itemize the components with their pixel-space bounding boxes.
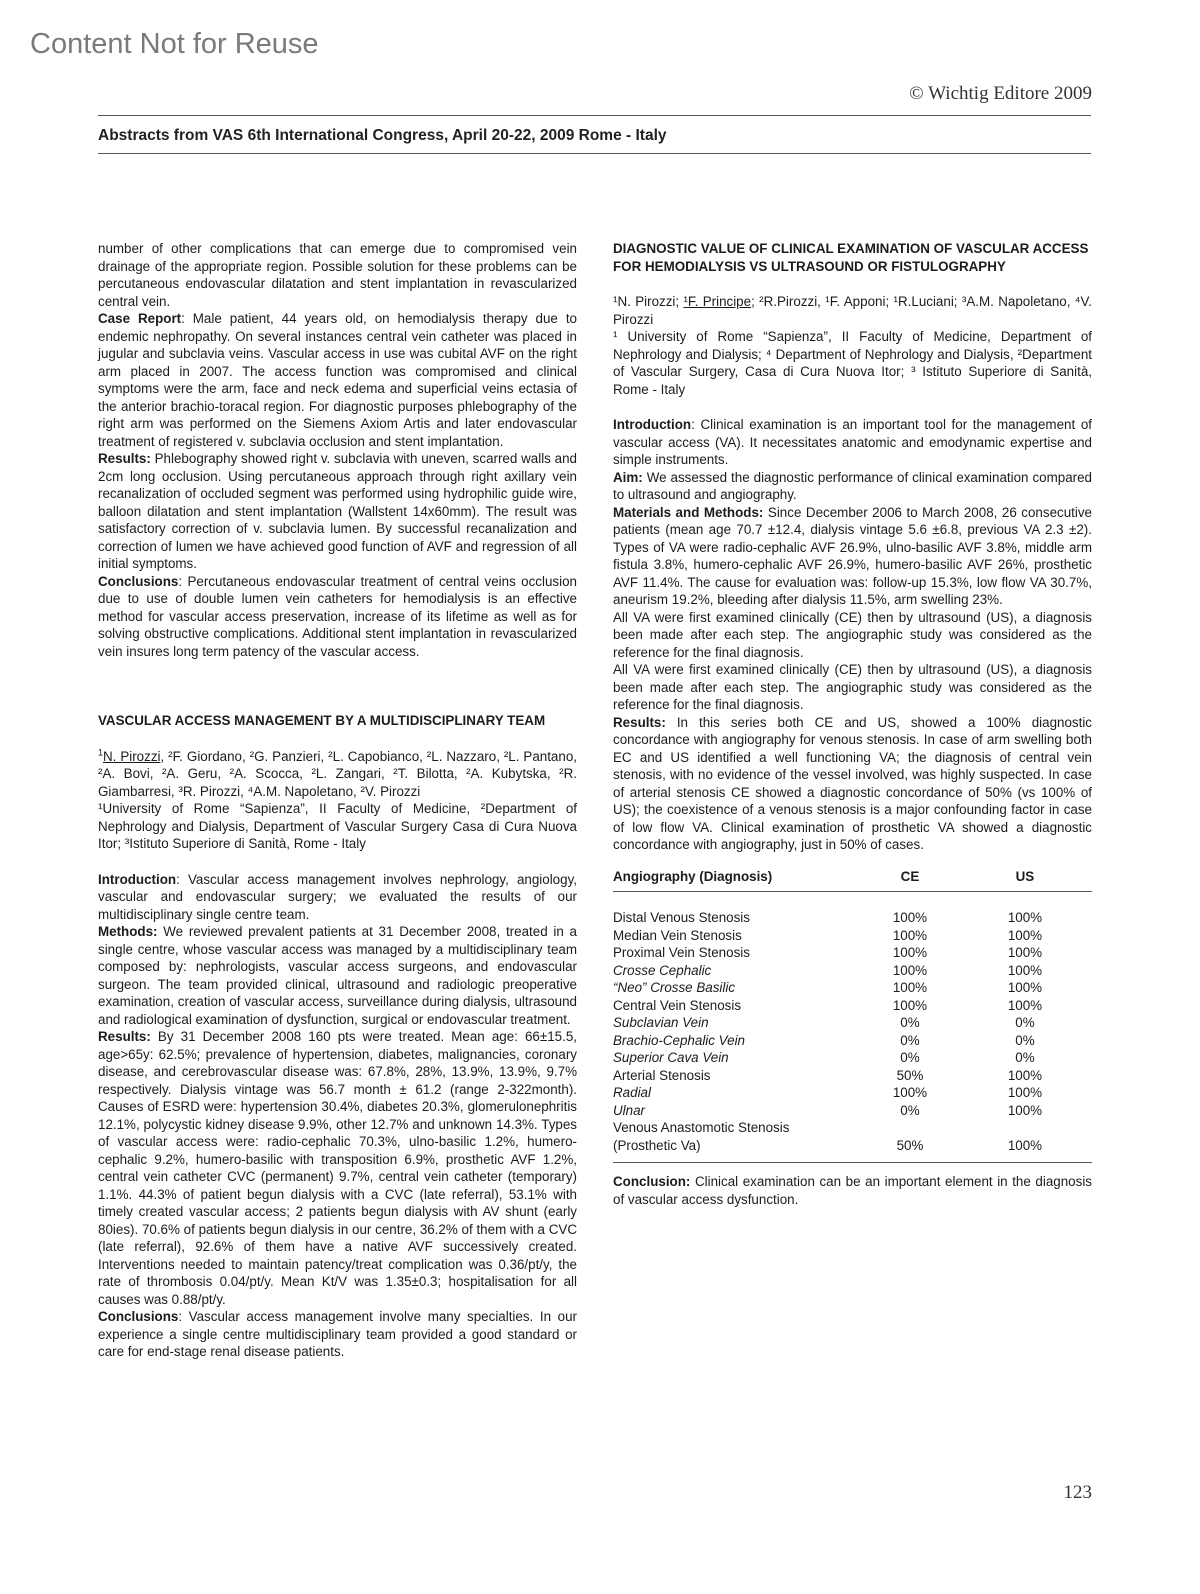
table-row [613,1067,1092,1085]
abstract2-authors: $^1$N. Pirozzi, ²F. Giordano, ²G. Panzieri, ²L. Capobianco, ²L. Nazzaro, ²L. Pantano, ²A. Bovi, ²A. Geru, ²A. Scocca, ²L. Zangari, ²T. Bilotta, ²A. Kubytska, ²R. Giambarresi, ³R. Pirozzi, ⁴A.M. Napoletano, ²V. Pirozzi [98,747,577,799]
header-top-rule [98,115,1091,116]
row-us: 0% [1015,1032,1035,1048]
abstract3-results [613,714,1092,854]
copyright: © Wichtig Editore 2009 [909,83,1092,104]
aim-label: Aim: [613,469,643,485]
abstract3-all-va-1: All VA were first examined clinically (CE) then by ultrasound (US), a diagnosis been made after each step. The angiographic study was considered as the reference for the final diagnosis. [613,609,1092,660]
continuation-text: number of other complications that can emerge due to compromised vein drainage of the appropriate region. Possible solution for these problems can be percutaneous endovascular dilatation and stent implantation in revascularized central vein. [98,241,577,309]
row-label: Proximal Vein Stenosis [613,945,750,960]
table-row [613,997,1092,1015]
row-us: 100% [1007,945,1043,960]
abstract2-title: VASCULAR ACCESS MANAGEMENT BY A MULTIDISCIPLINARY TEAM [98,713,546,728]
table-row [613,1102,1092,1120]
header-diagnosis: Angiography (Diagnosis) [613,862,862,892]
row-label: Central Vein Stenosis [613,997,742,1013]
row-ce: 0% [900,1015,920,1030]
header-bottom-rule [98,153,1091,154]
table-row [613,1084,1092,1102]
header-us: US [958,862,1092,892]
conclusions-label: Conclusions [98,573,179,589]
row-label: Radial [613,1085,651,1100]
row-ce: 0% [900,1032,920,1048]
left-column [98,240,577,1361]
table-row [613,962,1092,980]
row-label: “Neo” Crosse Basilic [613,980,736,995]
abstract2-intro [98,871,577,924]
row-ce: 100% [892,962,928,978]
row-us: 100% [1007,980,1043,995]
table-row [613,927,1092,945]
methods-text: We reviewed prevalent patients at 31 December 2008, treated in a single centre, whose vascular access was managed by a multidisciplinary team composed by: nephrologists, vascular access surgeons, and endovascular surgeon. The team provided clinical, ultrasound and radiologic preoperative examination, creation of vascular access, surveillance during dialysis, ultrasound and radiological examination of dysfunction, surgical or endovascular treatment. [98,924,577,1027]
abstract2-results [98,1028,577,1308]
authors-rest: , ²F. Giordano, ²G. Panzieri, ²L. Capobianco, ²L. Nazzaro, ²L. Pantano, ²A. Bovi, ²A. Geru, ²A. Scocca, ²L. Zangari, ²T. Bilotta, ²A. Kubytska, ²R. Giambarresi, ³R. Pirozzi, ⁴A.M. Napoletano, ²V. Pirozzi [98,748,577,799]
row-ce: 50% [896,1067,924,1083]
row-ce: 50% [862,1137,958,1163]
abstract3-intro [613,416,1092,469]
abstract3-aim [613,469,1092,504]
table-row [613,1119,1092,1137]
results-paragraph [98,450,577,573]
methods-label: Methods: [98,924,158,939]
methods-label: Materials and Methods: [613,504,764,520]
row-label: Distal Venous Stenosis [613,910,750,925]
row-us: 100% [958,1137,1092,1163]
row-label: Ulnar [613,1102,645,1118]
row-ce: 100% [892,980,928,995]
row-label: Subclavian Vein [613,1015,709,1030]
presenting-author: N. Pirozzi [103,748,161,764]
abstract3-methods [613,504,1092,609]
results-label: Results: [98,1029,151,1044]
authors-b: ; ²R.Pirozzi, ¹F. Apponi; ¹R.Luciani; ³A.M. Napoletano, ⁴V. Pirozzi [613,294,1092,327]
table-row [613,944,1092,962]
results-text: In this series both CE and US, showed a 100% diagnostic concordance with angiography for venous stenosis. In case of arm swelling both EC and US identified a well functioning VA; the diagnosis of central vein stenosis, with no evidence of the vessel involved, was highly suspected. In case of arterial stenosis CE showed a diagnostic concordance of 50% (vs 100% of US); the coexistence of a venous stenosis is a major confounding factor in case of low flow VA. Clinical examination of prosthetic VA showed a diagnostic concordance with angiography, just in 50% of cases. [613,714,1092,852]
abstract2-affiliations: ¹University of Rome “Sapienza”, II Faculty of Medicine, ²Department of Nephrology and Dialysis, Department of Vascular Surgery Casa di Cura Nuova Itor; ³Istituto Superiore di Sanità, Rome - Italy [98,801,577,851]
row-ce: 100% [892,910,928,925]
table-row [613,892,1092,927]
row-us: 0% [1015,1050,1035,1065]
row-us: 0% [1015,1015,1035,1030]
row-label-line1: Venous Anastomotic Stenosis [613,1120,790,1135]
row-us: 100% [1007,997,1043,1013]
abstract3-title: DIAGNOSTIC VALUE OF CLINICAL EXAMINATION OF VASCULAR ACCESS FOR HEMODIALYSIS VS ULTRASOUND OR FISTULOGRAPHY [613,241,1089,274]
case-report-text: : Male patient, 44 years old, on hemodialysis therapy due to endemic nephropathy. On several instances central vein catheter was placed in jugular and subclavia veins. Vascular access in use was cubital AVF on the right arm placed in 2007. The access function was compromised and clinical symptoms were the arm, face and neck edema and superficial veins ectasia of the anterior brachio-toracal region. For diagnostic purposes phlebography of the right arm was performed on the Siemens Axiom Artis and later endovascular treatment of registered v. subclavia occlusion and stent implantation. [98,311,577,449]
page-number: 123 [1063,1482,1092,1503]
conclusion-label: Conclusion: [613,1174,691,1189]
abstract2-methods [98,923,577,1028]
row-us: 100% [1007,1067,1043,1083]
row-ce: 100% [892,1085,928,1100]
row-label: Crosse Cephalic [613,962,712,978]
row-us: 100% [1007,1102,1043,1118]
row-us: 100% [1007,962,1043,978]
row-us: 100% [1007,910,1043,925]
row-label: Superior Cava Vein [613,1050,729,1065]
table-row [613,1032,1092,1050]
methods-text: Since December 2006 to March 2008, 26 consecutive patients (mean age 70.7 ±12.4, dialysis vintage 5.6 ±6.8, previous VA 2.3 ±2). Types of VA were radio-cephalic AVF 26.9%, ulno-basilic AVF 3.8%, middle arm fistula 3.8%, humero-cephalic AVF 26.9%, humero-basilic AVF 26%, prosthetic AVF 11.4%. The cause for evaluation was: follow-up 15.3%, low flow VA 30.7%, aneurism 19.2%, bleeding after dialysis 11.5%, arm swelling 23%. [613,504,1092,607]
right-column [613,240,1092,1208]
row-label: Brachio-Cephalic Vein [613,1032,745,1048]
watermark: Content Not for Reuse [30,28,319,60]
abstract3-all-va-2: All VA were first examined clinically (CE) then by ultrasound (US), a diagnosis been made after each step. The angiographic study was considered as the reference for the final diagnosis. [613,662,1092,712]
row-ce: 0% [900,1050,920,1065]
row-ce: 100% [892,945,928,960]
table-row [613,1137,1092,1163]
header-title: Abstracts from VAS 6th International Congress, April 20-22, 2009 Rome - Italy [98,127,667,144]
results-label: Results: [613,714,666,730]
intro-text: : Clinical examination is an important tool for the management of vascular access (VA). It necessitates anatomic and emodynamic expertise and simple instruments. [613,417,1092,467]
intro-label: Introduction [613,417,692,432]
intro-label: Introduction [98,871,177,887]
row-ce: 100% [892,927,928,943]
table-row [613,1014,1092,1032]
row-label: Arterial Stenosis [613,1067,711,1083]
conclusions-label: Conclusions [98,1309,179,1324]
abstract3-affiliations: ¹ University of Rome “Sapienza”, II Faculty of Medicine, Department of Nephrology and Dialysis; ⁴ Department of Nephrology and Dialysis, ²Department of Vascular Surgery, Casa di Cura Nuova Itor; ³ Istituto Superiore di Sanità, Rome - Italy [613,329,1092,397]
results-text: Phlebography showed right v. subclavia with uneven, scarred walls and 2cm long occlusion. Using percutaneous approach through right axillary vein recanalization of occluded segment was performed using hydrophilic guide wire, balloon dilatation and stent implantation (Wallstent 14x60mm). The result was satisfactory correction of v. subclavia lumen. By successful recanalization and correction of lumen we have achieved good function of AVF and regression of all initial symptoms. [98,451,577,571]
row-ce: 100% [892,997,928,1013]
results-text: By 31 December 2008 160 pts were treated. Mean age: 66±15.5, age>65y: 62.5%; prevalence of hypertension, diabetes, malignancies, coronary disease, and cerebrovascular disease was: 67.8%, 28%, 13.9%, 13.9%, 9.7% respectively. Dialysis vintage was 56.7 month ± 61.2 (range 2-322month). Causes of ESRD were: hypertension 30.4%, diabetes 20.3%, glomerulonephritis 12.1%, polycystic kidney disease 9.9%, other 12.7% and unknown 14.3%. Types of vascular access were: radio-cephalic 70.3%, ulno-basilic 1.2%, humero-cephalic 9.2%, humero-basilic with transposition 6.9%, prosthetic AVF 1.2%, central vein catheter CVC (permanent) 9.7%, central vein catheter (temporary) 1.1%. 44.3% of patient begun dialysis with a CVC (late referral), 53.1% with timely created vascular access; 2 patients begun dialysis with AV shunt (early 80ies). 70.6% of patients begun dialysis in our centre, 36.2% of them with a CVC (late referral), 92.6% of them have a native AVF successively created. Interventions needed to maintain patency/treat complication was 0.36/pt/y, the rate of thrombosis 0.04/pt/y. Mean Kt/V was 1.35±0.3; hospitalisation for all causes was 0.88/pt/y. [98,1029,577,1307]
header-ce: CE [862,862,958,892]
table-header-row [613,862,1092,892]
authors-a: ¹N. Pirozzi; [613,294,684,309]
row-us: 100% [1007,927,1043,943]
aim-text: We assessed the diagnostic performance of clinical examination compared to ultrasound and angiography. [613,469,1092,502]
case-report-paragraph [98,310,577,450]
case-report-label: Case Report [98,311,182,326]
conclusions-text: : Percutaneous endovascular treatment of central veins occlusion due to use of double lumen vein catheters for hemodialysis is an effective method for vascular access preservation, increase of its lifetime as well as for solving obstructive complications. Additional stent implantation in revascularized vein insures long term patency of the vascular access. [98,573,577,659]
row-us: 100% [1007,1085,1043,1100]
angiography-table [613,862,1092,1164]
presenting-author: ¹F. Principe [683,294,752,309]
conclusion-text: Clinical examination can be an important element in the diagnosis of vascular access dysfunction. [613,1174,1092,1207]
results-label: Results: [98,451,151,466]
row-label: Median Vein Stenosis [613,927,742,943]
table-body [613,892,1092,1163]
row-label-line2: (Prosthetic Va) [613,1137,862,1163]
abstract3-authors [613,293,1092,328]
abstract2-conclusions [98,1308,577,1361]
table-row [613,1049,1092,1067]
table-row [613,979,1092,997]
row-ce: 0% [900,1102,920,1118]
conclusions-text: : Vascular access management involve many specialties. In our experience a single centre multidisciplinary team provided a good standard or care for end-stage renal disease patients. [98,1309,577,1359]
intro-text: : Vascular access management involves nephrology, angiology, vascular and endovascular surgery; we evaluated the results of our multidisciplinary single centre team. [98,871,577,922]
conclusions-paragraph [98,573,577,661]
abstract3-conclusion [613,1173,1092,1208]
